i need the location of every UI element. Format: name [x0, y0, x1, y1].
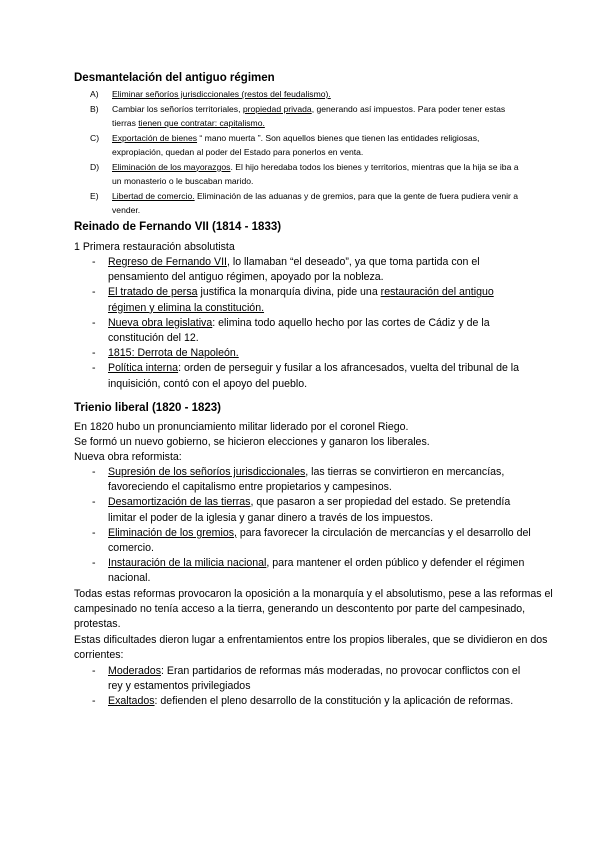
dash-marker: - [92, 347, 96, 360]
text: : Eran partidarios de reformas más moderadas, no provocar conflictos con el rey y estamentos privilegiados [108, 665, 521, 693]
list-item [92, 465, 532, 495]
paragraph: Se formó un nuevo gobierno, se hicieron elecciones y ganaron los liberales. [74, 436, 430, 448]
text: , que pasaron a ser propiedad del estado. Se pretendía limitar el poder de la iglesia y ganar dinero a través de los impuestos. [108, 496, 511, 524]
text: Eliminación de las aduanas y de gremios, para que la gente de fuera pudiera venir a vender. [112, 190, 519, 215]
underlined-text: Eliminación de los gremios, [108, 526, 237, 539]
list-item [90, 160, 530, 189]
list-item [92, 346, 532, 361]
bullet-list [92, 255, 532, 392]
text: justifica la monarquía divina, pide una [197, 286, 381, 299]
section-title-desmantelacion: Desmantelación del antiguo régimen [74, 72, 275, 84]
dash-marker: - [92, 286, 96, 299]
bullet-list [92, 664, 532, 710]
list-item [92, 694, 532, 709]
underlined-text: 1815: Derrota de Napoleón. [108, 347, 239, 360]
list-marker: E) [90, 190, 99, 201]
list-marker: D) [90, 161, 100, 172]
underlined-text: Nueva obra legislativa [108, 316, 213, 329]
list-item [92, 361, 532, 391]
underlined-text: Libertad de comercio. [112, 190, 195, 201]
list-marker: B) [90, 103, 99, 114]
underlined-text: Política interna [108, 362, 179, 375]
text: , generando así impuestos. Para poder tener estas tierras [112, 103, 506, 128]
paragraph: Nueva obra reformista: [74, 451, 182, 463]
list-item [92, 285, 532, 315]
list-item [90, 102, 530, 131]
underlined-text: tienen que contratar: capitalismo. [138, 118, 265, 128]
underlined-text: Exaltados [108, 695, 155, 708]
list-item [92, 526, 532, 556]
text: , lo llamaban “el deseado”, ya que toma partida con el pensamiento del antiguo régimen, apoyado por la nobleza. [108, 256, 480, 284]
paragraph: 1 Primera restauración absolutista [74, 241, 235, 253]
dash-marker: - [92, 665, 96, 677]
paragraph: Todas estas reformas provocaron la oposición a la monarquía y el absolutismo, pese a las reformas el campesinado no tenía acceso a la tierra, generando un descontento por parte del campesinado, protestas. [74, 588, 553, 631]
text: Cambiar los señoríos territoriales, [112, 103, 243, 114]
underlined-text: El tratado de persa [108, 286, 198, 299]
paragraph: En 1820 hubo un pronunciamiento militar liderado por el coronel Riego. [74, 421, 409, 433]
text: . El hijo heredaba todos los bienes y territorios, mientras que la hija se iba a un monasterio o le buscaban marido. [112, 161, 519, 186]
dash-marker: - [92, 362, 96, 375]
text: , para mantener el orden público y defender el régimen nacional. [108, 557, 525, 585]
list-item [92, 316, 532, 346]
underlined-text: Instauración de la milicia nacional [108, 557, 267, 570]
paragraph: Estas dificultades dieron lugar a enfrentamientos entre los propios liberales, que se dividieron en dos corrientes: [74, 634, 548, 662]
dash-marker: - [92, 557, 96, 570]
text: para favorecer la circulación de mercancías y el desarrollo del comercio. [108, 526, 531, 555]
list-marker: C) [90, 132, 100, 143]
dash-marker: - [92, 695, 96, 708]
text: : defienden el pleno desarrollo de la constitución y la aplicación de reformas. [154, 695, 514, 708]
text: “ mano muerta ”. Son aquellos bienes que tienen las entidades religiosas, expropiación, quedan al poder del Estado para ponerlos en venta. [112, 132, 480, 157]
underlined-text: Supresión de los señoríos jurisdiccionales [108, 466, 306, 478]
bullet-list [92, 465, 532, 587]
list-item [92, 495, 532, 525]
underlined-text: propiedad privada [242, 103, 312, 114]
underlined-text: Eliminación de los mayorazgos [112, 161, 231, 172]
list-item [90, 189, 530, 218]
section-title-trienio: Trienio liberal (1820 - 1823) [74, 402, 222, 414]
dash-marker: - [92, 526, 96, 539]
list-item [90, 131, 530, 160]
list-item [92, 664, 532, 694]
dash-marker: - [92, 496, 96, 509]
list-item [90, 87, 530, 102]
underlined-text: Eliminar señoríos jurisdiccionales (restos del feudalismo). [112, 89, 331, 99]
dash-marker: - [92, 466, 96, 478]
list-item [92, 556, 532, 586]
underlined-text: Exportación de bienes [112, 132, 198, 143]
underlined-text: Regreso de Fernando VII [108, 256, 227, 268]
underlined-text: restauración del antiguo régimen y elimina la constitución. [108, 286, 494, 314]
text: : elimina todo aquello hecho por las cortes de Cádiz y de la constitución del 12. [108, 316, 490, 345]
section-title-fernando: Reinado de Fernando VII (1814 - 1833) [74, 221, 282, 233]
text: , las tierras se convirtieron en mercancías, favoreciendo el capitalismo entre propietarios y campesinos. [108, 466, 505, 494]
dash-marker: - [92, 316, 96, 329]
text: : orden de perseguir y fusilar a los afrancesados, vuelta del tribunal de la inquisición, contó con el apoyo del pueblo. [108, 362, 520, 390]
list-item [92, 255, 532, 285]
reform-list [90, 87, 530, 218]
underlined-text: Moderados [108, 665, 161, 677]
list-marker: A) [90, 89, 99, 99]
underlined-text: Desamortización de las tierras [108, 496, 251, 509]
dash-marker: - [92, 256, 96, 268]
